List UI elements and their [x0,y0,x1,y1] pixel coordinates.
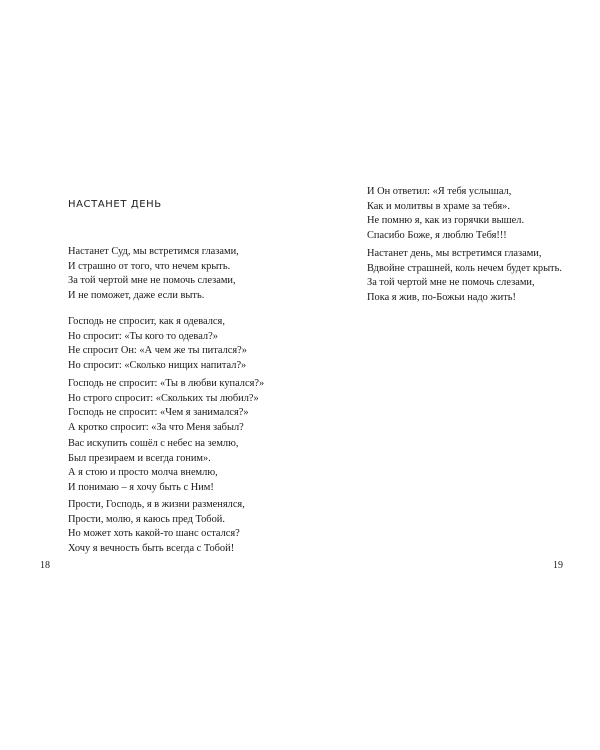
page-number: 18 [40,560,50,571]
right-page [300,0,600,750]
verse-line: И Он ответил: «Я тебя услышал, [367,186,512,197]
verse-line: Не спросит Он: «А чем же ты питался?» [68,345,247,357]
verse-line: Господь не спросит: «Чем я занимался?» [68,407,249,419]
stanza [68,245,239,303]
verse-line: А кротко спросит: «За что Меня забыл? [68,421,244,433]
verse-line: А я стою и просто молча внемлю, [68,467,218,479]
verse-line: Но строго спросит: «Скольких ты любил?» [68,392,259,404]
verse-line: Господь не спросит: «Ты в любви купался?» [68,378,265,389]
verse-line: Но спросит: «Сколько нищих напитал?» [68,359,247,371]
verse-line: Был презираем и всегда гоним». [68,452,211,464]
verse-line: Настанет Суд, мы встретимся глазами, [68,246,239,257]
verse-line: Вдвойне страшней, коль нечем будет крыть. [367,262,562,274]
verse-line: Вас искупить сошёл с небес на землю, [68,438,239,449]
stanza [367,247,562,305]
verse-line: Прости, молю, я каюсь пред Тобой. [68,513,225,525]
stanza [367,185,524,243]
verse-line: И не поможет, даже если выть. [68,289,205,301]
verse-line: Настанет день, мы встретимся глазами, [367,248,542,259]
verse-line: Но спросит: «Ты кого то одевал?» [68,330,218,342]
stanza [68,377,264,435]
verse-line: И понимаю – я хочу быть с Ним! [68,481,214,493]
verse-line: Прости, Господь, я в жизни разменялся, [68,499,245,510]
verse-line: Как и молитвы в храме за тебя». [367,200,510,212]
page-number: 19 [553,560,563,571]
verse-line: И страшно от того, что нечем крыть. [68,260,231,272]
verse-line: Хочу я вечность быть всегда с Тобой! [68,542,235,554]
verse-line: Господь не спросит, как я одевался, [68,316,225,327]
verse-line: Спасибо Боже, я люблю Тебя!!! [367,229,507,241]
stanza [68,498,245,556]
verse-line: Пока я жив, по-Божьи надо жить! [367,291,516,303]
verse-line: Но может хоть какой-то шанс остался? [68,528,240,540]
stanza [68,315,247,373]
verse-line: Не помню я, как из горячки вышел. [367,215,525,227]
verse-line: За той чертой мне не помочь слезами, [367,277,535,289]
poem-title: НАСТАНЕТ ДЕНЬ [68,199,162,210]
verse-line: За той чертой мне не помочь слезами, [68,275,236,287]
stanza [68,437,238,495]
